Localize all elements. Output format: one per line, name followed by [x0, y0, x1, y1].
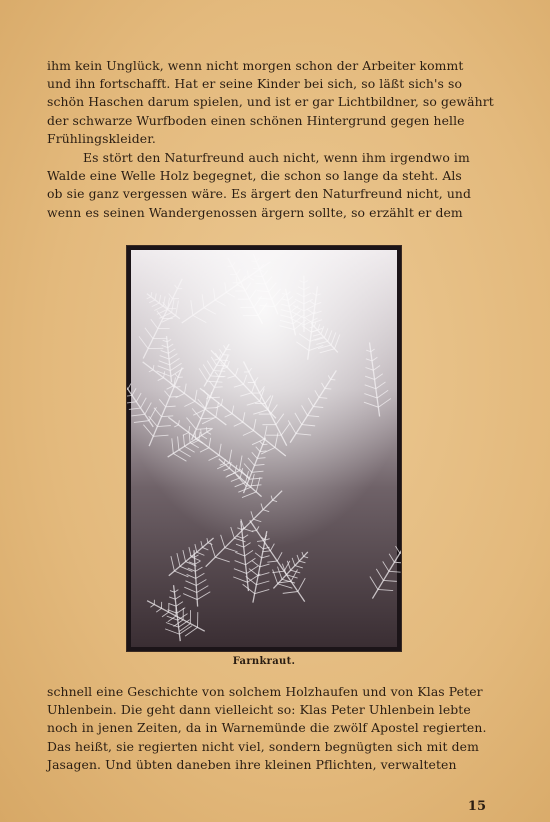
text-line: Frühlingskleider. — [47, 130, 156, 146]
text-line: schnell eine Geschichte von solchem Holzhaufen und von Klas Peter — [47, 684, 483, 699]
paragraph-1 — [47, 57, 494, 148]
text-line: Es stört den Naturfreund auch nicht, wenn ihm irgendwo im — [83, 150, 470, 165]
text-line: schön Haschen darum spielen, und ist er gar Lichtbildner, so gewährt — [47, 94, 494, 110]
text-line: der schwarze Wurfboden einen schönen Hintergrund gegen helle — [47, 112, 465, 128]
text-line: Das heißt, sie regierten nicht viel, sondern begnügten sich mit dem — [47, 738, 479, 754]
fern-photo-image — [127, 246, 401, 651]
text-line: ob sie ganz vergessen wäre. Es ärgert den Naturfreund nicht, und — [47, 186, 472, 202]
text-line: wenn es seinen Wandergenossen ärgern sollte, so erzählt er dem — [47, 204, 463, 220]
text-line: ihm kein Unglück, wenn nicht morgen schon der Arbeiter kommt — [47, 58, 464, 73]
fern-leaflet — [128, 383, 131, 389]
page-number: 15 — [467, 799, 486, 814]
text-line: Uhlenbein. Die geht dann vielleicht so: Klas Peter Uhlenbein lebte — [47, 702, 471, 718]
text-line: und ihn fortschafft. Hat er seine Kinder bei sich, so läßt sich's so — [47, 76, 463, 92]
text-line: noch in jenen Zeiten, da in Warnemünde die zwölf Apostel regierten. — [47, 720, 487, 736]
figure-caption: Farnkraut. — [232, 656, 296, 667]
paragraph-3 — [47, 683, 485, 774]
paragraph-2 — [47, 149, 485, 222]
text-line: Walde eine Welle Holz begegnet, die schon so lange da steht. Als — [47, 168, 462, 184]
fern-photograph — [127, 246, 401, 651]
text-line: Jasagen. Und übten daneben ihre kleinen Pflichten, verwalteten — [47, 756, 457, 772]
